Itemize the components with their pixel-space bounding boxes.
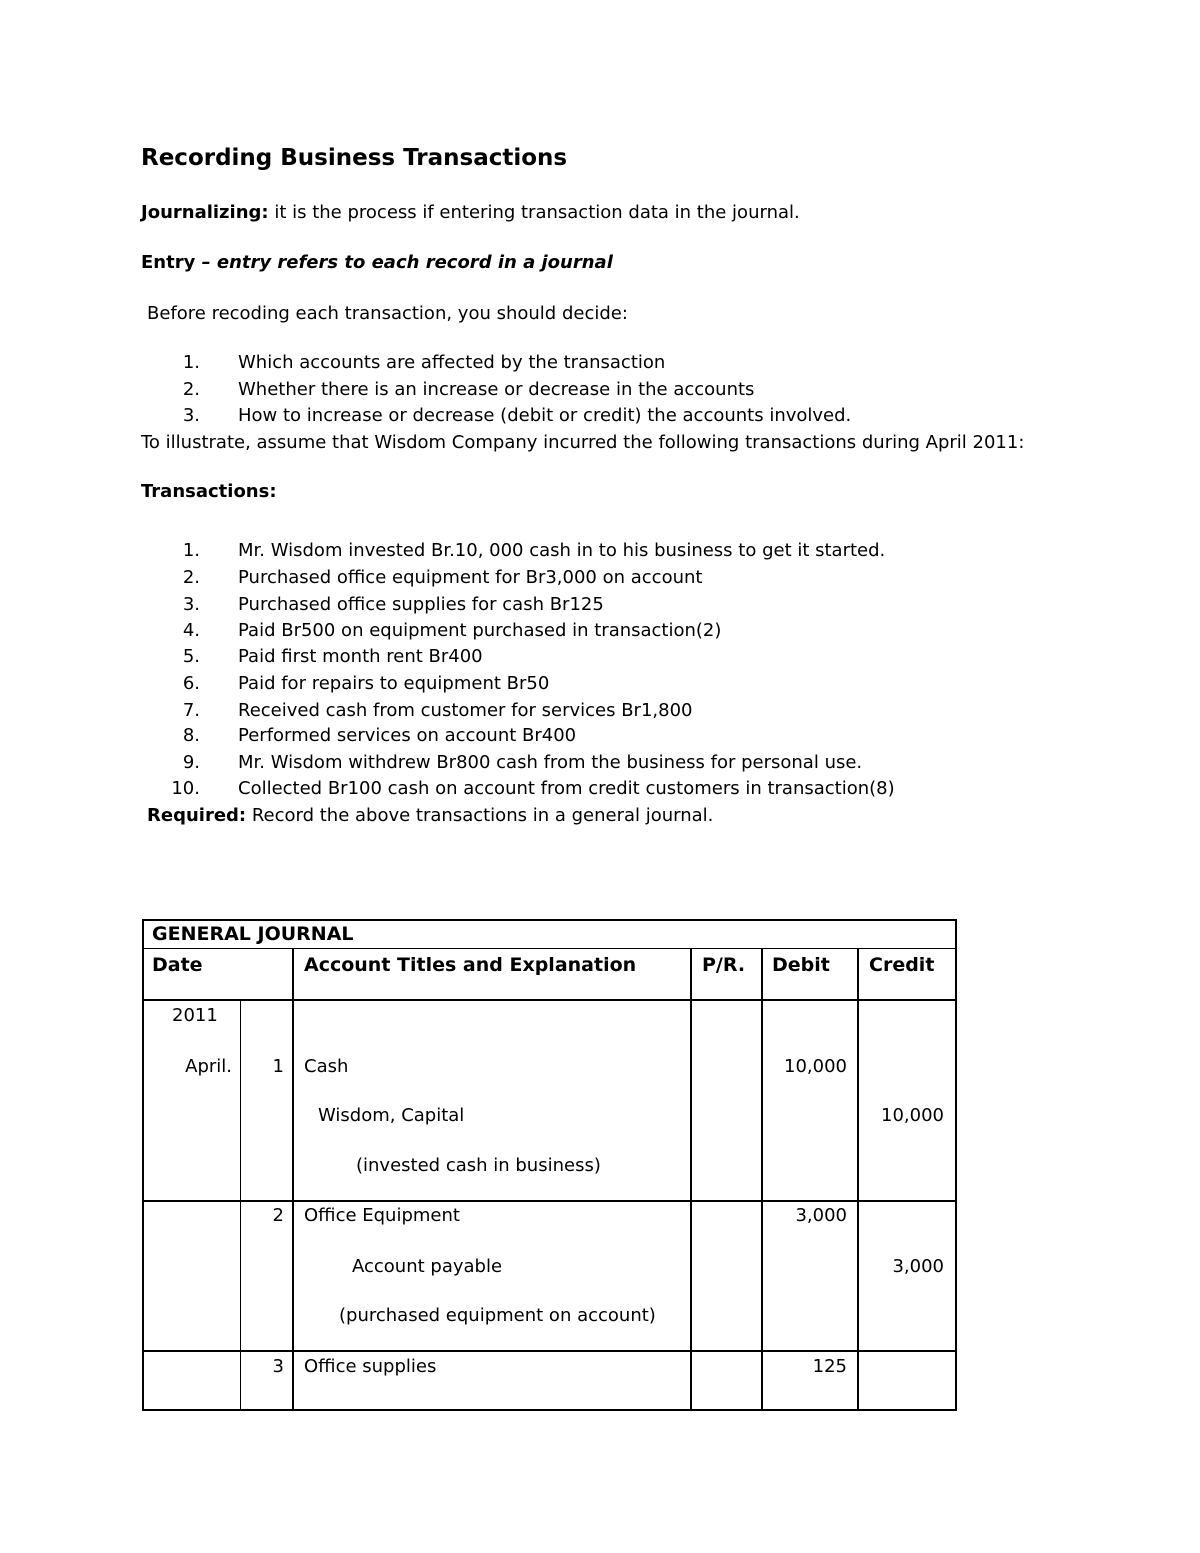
list-item: 3. Purchased office supplies for cash Br125 [182, 594, 604, 615]
general-journal-table [142, 919, 957, 1411]
required-text: Required: Record the above transactions in a general journal. [147, 805, 714, 826]
credit-amount: 10,000 [881, 1105, 944, 1126]
transactions-heading: Transactions: [141, 481, 277, 502]
header-account: Account Titles and Explanation [304, 954, 637, 976]
header-credit: Credit [869, 954, 935, 976]
required-term: Required: [147, 805, 247, 826]
journalizing-definition [141, 202, 800, 223]
list-item: 10. Collected Br100 cash on account from credit customers in transaction(8) [171, 778, 895, 799]
debit-amount: 125 [812, 1356, 847, 1377]
entry-definition [141, 252, 613, 273]
list-item: 4. Paid Br500 on equipment purchased in transaction(2) [182, 620, 722, 641]
list-item: 1. Which accounts are affected by the transaction [182, 352, 666, 373]
header-date: Date [152, 954, 203, 976]
entry-explanation: (purchased equipment on account) [339, 1305, 656, 1326]
credit-account: Wisdom, Capital [318, 1105, 465, 1126]
debit-account: Office Equipment [304, 1205, 460, 1226]
credit-amount: 3,000 [892, 1256, 944, 1277]
entry-day: 2 [272, 1205, 284, 1226]
list-item: 2. Purchased office equipment for Br3,000 on account [182, 567, 703, 588]
list-item: 2. Whether there is an increase or decrease in the accounts [182, 379, 755, 400]
entry-term: Entry [141, 252, 196, 273]
entry-text: – entry refers to each record in a journal [195, 252, 613, 273]
entry-day: 3 [272, 1356, 284, 1377]
list-item: 9. Mr. Wisdom withdrew Br800 cash from the business for personal use. [182, 752, 863, 773]
journal-month: April. [185, 1056, 232, 1077]
header-pr: P/R. [702, 954, 746, 976]
debit-amount: 3,000 [795, 1205, 847, 1226]
before-text: Before recoding each transaction, you should decide: [147, 303, 628, 324]
journalizing-term: Journalizing: [141, 202, 269, 223]
list-item: 1. Mr. Wisdom invested Br.10, 000 cash in to his business to get it started. [182, 540, 886, 561]
journalizing-text: it is the process if entering transaction data in the journal. [268, 202, 800, 223]
debit-account: Office supplies [304, 1356, 437, 1377]
credit-account: Account payable [352, 1256, 503, 1277]
header-debit: Debit [772, 954, 830, 976]
journal-title: GENERAL JOURNAL [152, 923, 354, 945]
list-item: 6. Paid for repairs to equipment Br50 [182, 673, 550, 694]
debit-amount: 10,000 [784, 1056, 847, 1077]
list-item: 3. How to increase or decrease (debit or credit) the accounts involved. [182, 405, 852, 426]
entry-day: 1 [272, 1056, 284, 1077]
entry-explanation: (invested cash in business) [356, 1155, 601, 1176]
debit-account: Cash [304, 1056, 349, 1077]
list-item: 8. Performed services on account Br400 [182, 725, 577, 746]
journal-year: 2011 [172, 1005, 218, 1026]
list-item: 5. Paid first month rent Br400 [182, 646, 483, 667]
page-title: Recording Business Transactions [141, 145, 568, 171]
list-item: 7. Received cash from customer for services Br1,800 [182, 700, 693, 721]
illustrate-text: To illustrate, assume that Wisdom Company incurred the following transactions during April 2011: [141, 432, 1025, 453]
